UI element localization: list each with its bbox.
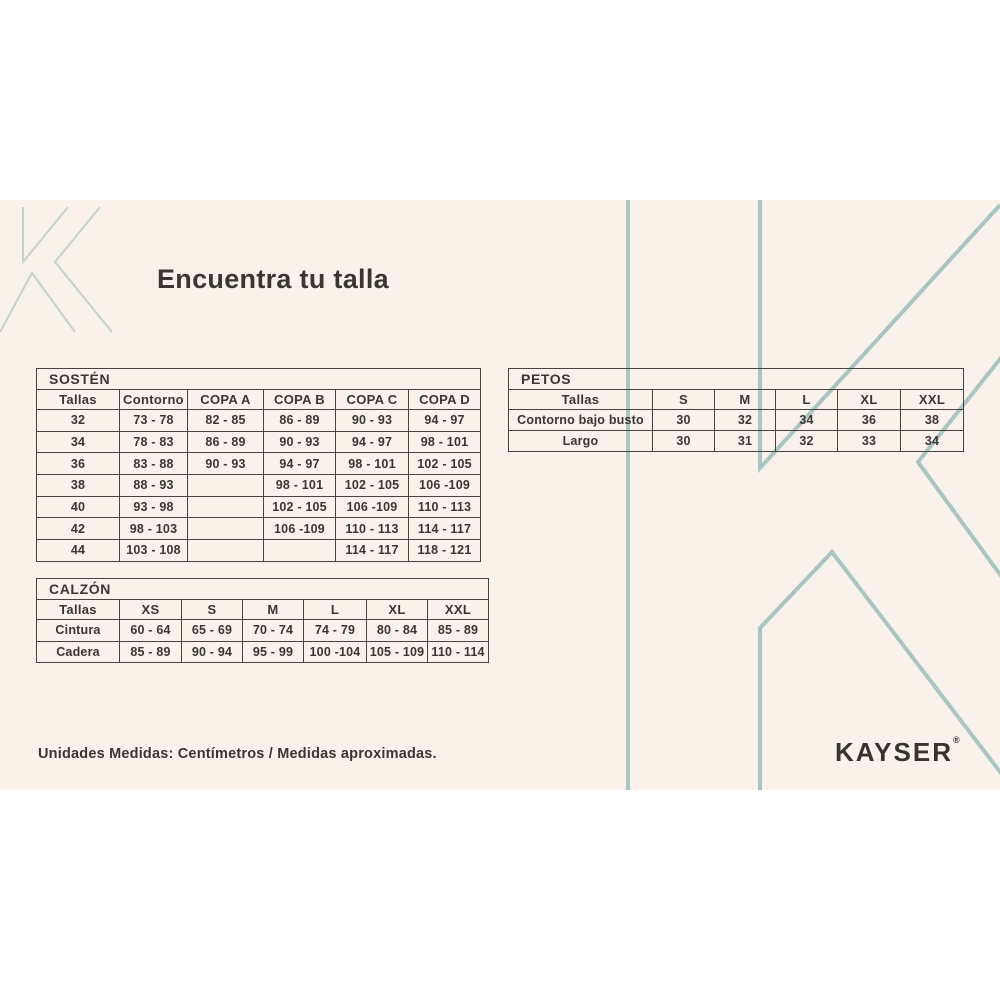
table-row — [37, 641, 489, 663]
sosten-size-table — [36, 368, 481, 562]
column-header: XXL — [428, 600, 489, 620]
table-cell: Contorno bajo busto — [509, 410, 653, 431]
table-cell: 114 - 117 — [336, 540, 409, 562]
column-header: XS — [120, 600, 182, 620]
column-header: S — [182, 600, 243, 620]
column-header: Tallas — [37, 390, 120, 410]
table-cell: 114 - 117 — [409, 518, 481, 540]
table-cell: 60 - 64 — [120, 620, 182, 642]
table-cell: 90 - 94 — [182, 641, 243, 663]
kayser-logo-text: KAYSER — [835, 737, 953, 767]
table-cell: 102 - 105 — [336, 475, 409, 497]
column-header: Contorno — [120, 390, 188, 410]
sosten-table-title: SOSTÉN — [37, 369, 481, 390]
column-header: Tallas — [37, 600, 120, 620]
table-row — [37, 496, 481, 518]
table-cell: 38 — [37, 475, 120, 497]
page-title: Encuentra tu talla — [157, 264, 389, 294]
table-cell: 98 - 101 — [264, 475, 336, 497]
table-cell: 98 - 101 — [336, 453, 409, 475]
table-cell: Cintura — [37, 620, 120, 642]
column-header: M — [715, 390, 776, 410]
table-cell: 106 -109 — [409, 475, 481, 497]
table-cell: 73 - 78 — [120, 410, 188, 432]
table-cell: 118 - 121 — [409, 540, 481, 562]
table-cell: 102 - 105 — [264, 496, 336, 518]
column-header: XL — [838, 390, 901, 410]
k-outline-center-icon — [628, 200, 1000, 790]
table-cell: 86 - 89 — [188, 431, 264, 453]
table-cell: 34 — [901, 431, 964, 452]
table-cell: 32 — [715, 410, 776, 431]
table-cell: 95 - 99 — [243, 641, 304, 663]
table-cell: 90 - 93 — [188, 453, 264, 475]
table-cell: 100 -104 — [304, 641, 367, 663]
column-header: S — [653, 390, 715, 410]
table-cell — [188, 496, 264, 518]
table-cell: 86 - 89 — [264, 410, 336, 432]
table-cell: 42 — [37, 518, 120, 540]
calzon-size-table — [36, 578, 489, 663]
calzon-table-title: CALZÓN — [37, 579, 489, 600]
table-cell: 34 — [37, 431, 120, 453]
table-cell: 106 -109 — [336, 496, 409, 518]
table-cell: Largo — [509, 431, 653, 452]
table-cell: 83 - 88 — [120, 453, 188, 475]
table-cell: 65 - 69 — [182, 620, 243, 642]
table-cell: 102 - 105 — [409, 453, 481, 475]
table-row — [37, 518, 481, 540]
table-row — [37, 540, 481, 562]
column-header: COPA C — [336, 390, 409, 410]
table-row — [37, 475, 481, 497]
petos-table-title: PETOS — [509, 369, 964, 390]
table-cell: 94 - 97 — [409, 410, 481, 432]
table-cell: 40 — [37, 496, 120, 518]
column-header: L — [776, 390, 838, 410]
kayser-logo — [835, 735, 1000, 768]
column-header: XXL — [901, 390, 964, 410]
table-cell: 78 - 83 — [120, 431, 188, 453]
table-cell: 30 — [653, 431, 715, 452]
table-cell: 90 - 93 — [264, 431, 336, 453]
table-row — [509, 410, 964, 431]
petos-size-table — [508, 368, 964, 452]
table-cell: 105 - 109 — [367, 641, 428, 663]
table-cell: 33 — [838, 431, 901, 452]
table-cell: 106 -109 — [264, 518, 336, 540]
table-cell: 30 — [653, 410, 715, 431]
table-cell: 94 - 97 — [264, 453, 336, 475]
table-cell: Cadera — [37, 641, 120, 663]
petos-table — [508, 368, 964, 452]
table-cell: 94 - 97 — [336, 431, 409, 453]
table-row — [37, 620, 489, 642]
k-outline-left-icon — [0, 207, 112, 332]
calzon-table — [36, 578, 489, 663]
table-cell: 98 - 101 — [409, 431, 481, 453]
table-cell: 70 - 74 — [243, 620, 304, 642]
column-header: Tallas — [509, 390, 653, 410]
table-cell: 110 - 113 — [409, 496, 481, 518]
table-cell: 38 — [901, 410, 964, 431]
table-cell: 103 - 108 — [120, 540, 188, 562]
table-cell — [188, 475, 264, 497]
table-row — [37, 410, 481, 432]
table-cell — [188, 540, 264, 562]
column-header: COPA A — [188, 390, 264, 410]
table-cell: 44 — [37, 540, 120, 562]
table-cell: 90 - 93 — [336, 410, 409, 432]
table-cell: 80 - 84 — [367, 620, 428, 642]
table-cell: 88 - 93 — [120, 475, 188, 497]
registered-mark: ® — [952, 735, 960, 745]
table-cell: 74 - 79 — [304, 620, 367, 642]
table-cell: 110 - 114 — [428, 641, 489, 663]
table-cell: 34 — [776, 410, 838, 431]
column-header: M — [243, 600, 304, 620]
table-row — [509, 431, 964, 452]
table-cell: 32 — [776, 431, 838, 452]
sosten-table — [36, 368, 481, 562]
table-cell: 85 - 89 — [120, 641, 182, 663]
table-cell: 110 - 113 — [336, 518, 409, 540]
column-header: L — [304, 600, 367, 620]
column-header: XL — [367, 600, 428, 620]
table-cell: 82 - 85 — [188, 410, 264, 432]
table-row — [37, 453, 481, 475]
column-header: COPA B — [264, 390, 336, 410]
table-cell: 93 - 98 — [120, 496, 188, 518]
table-cell: 85 - 89 — [428, 620, 489, 642]
table-cell — [188, 518, 264, 540]
table-cell: 36 — [838, 410, 901, 431]
table-cell: 98 - 103 — [120, 518, 188, 540]
table-cell: 31 — [715, 431, 776, 452]
table-cell: 32 — [37, 410, 120, 432]
table-row — [37, 431, 481, 453]
column-header: COPA D — [409, 390, 481, 410]
table-cell — [264, 540, 336, 562]
table-cell: 36 — [37, 453, 120, 475]
units-note: Unidades Medidas: Centímetros / Medidas aproximadas. — [38, 746, 437, 762]
